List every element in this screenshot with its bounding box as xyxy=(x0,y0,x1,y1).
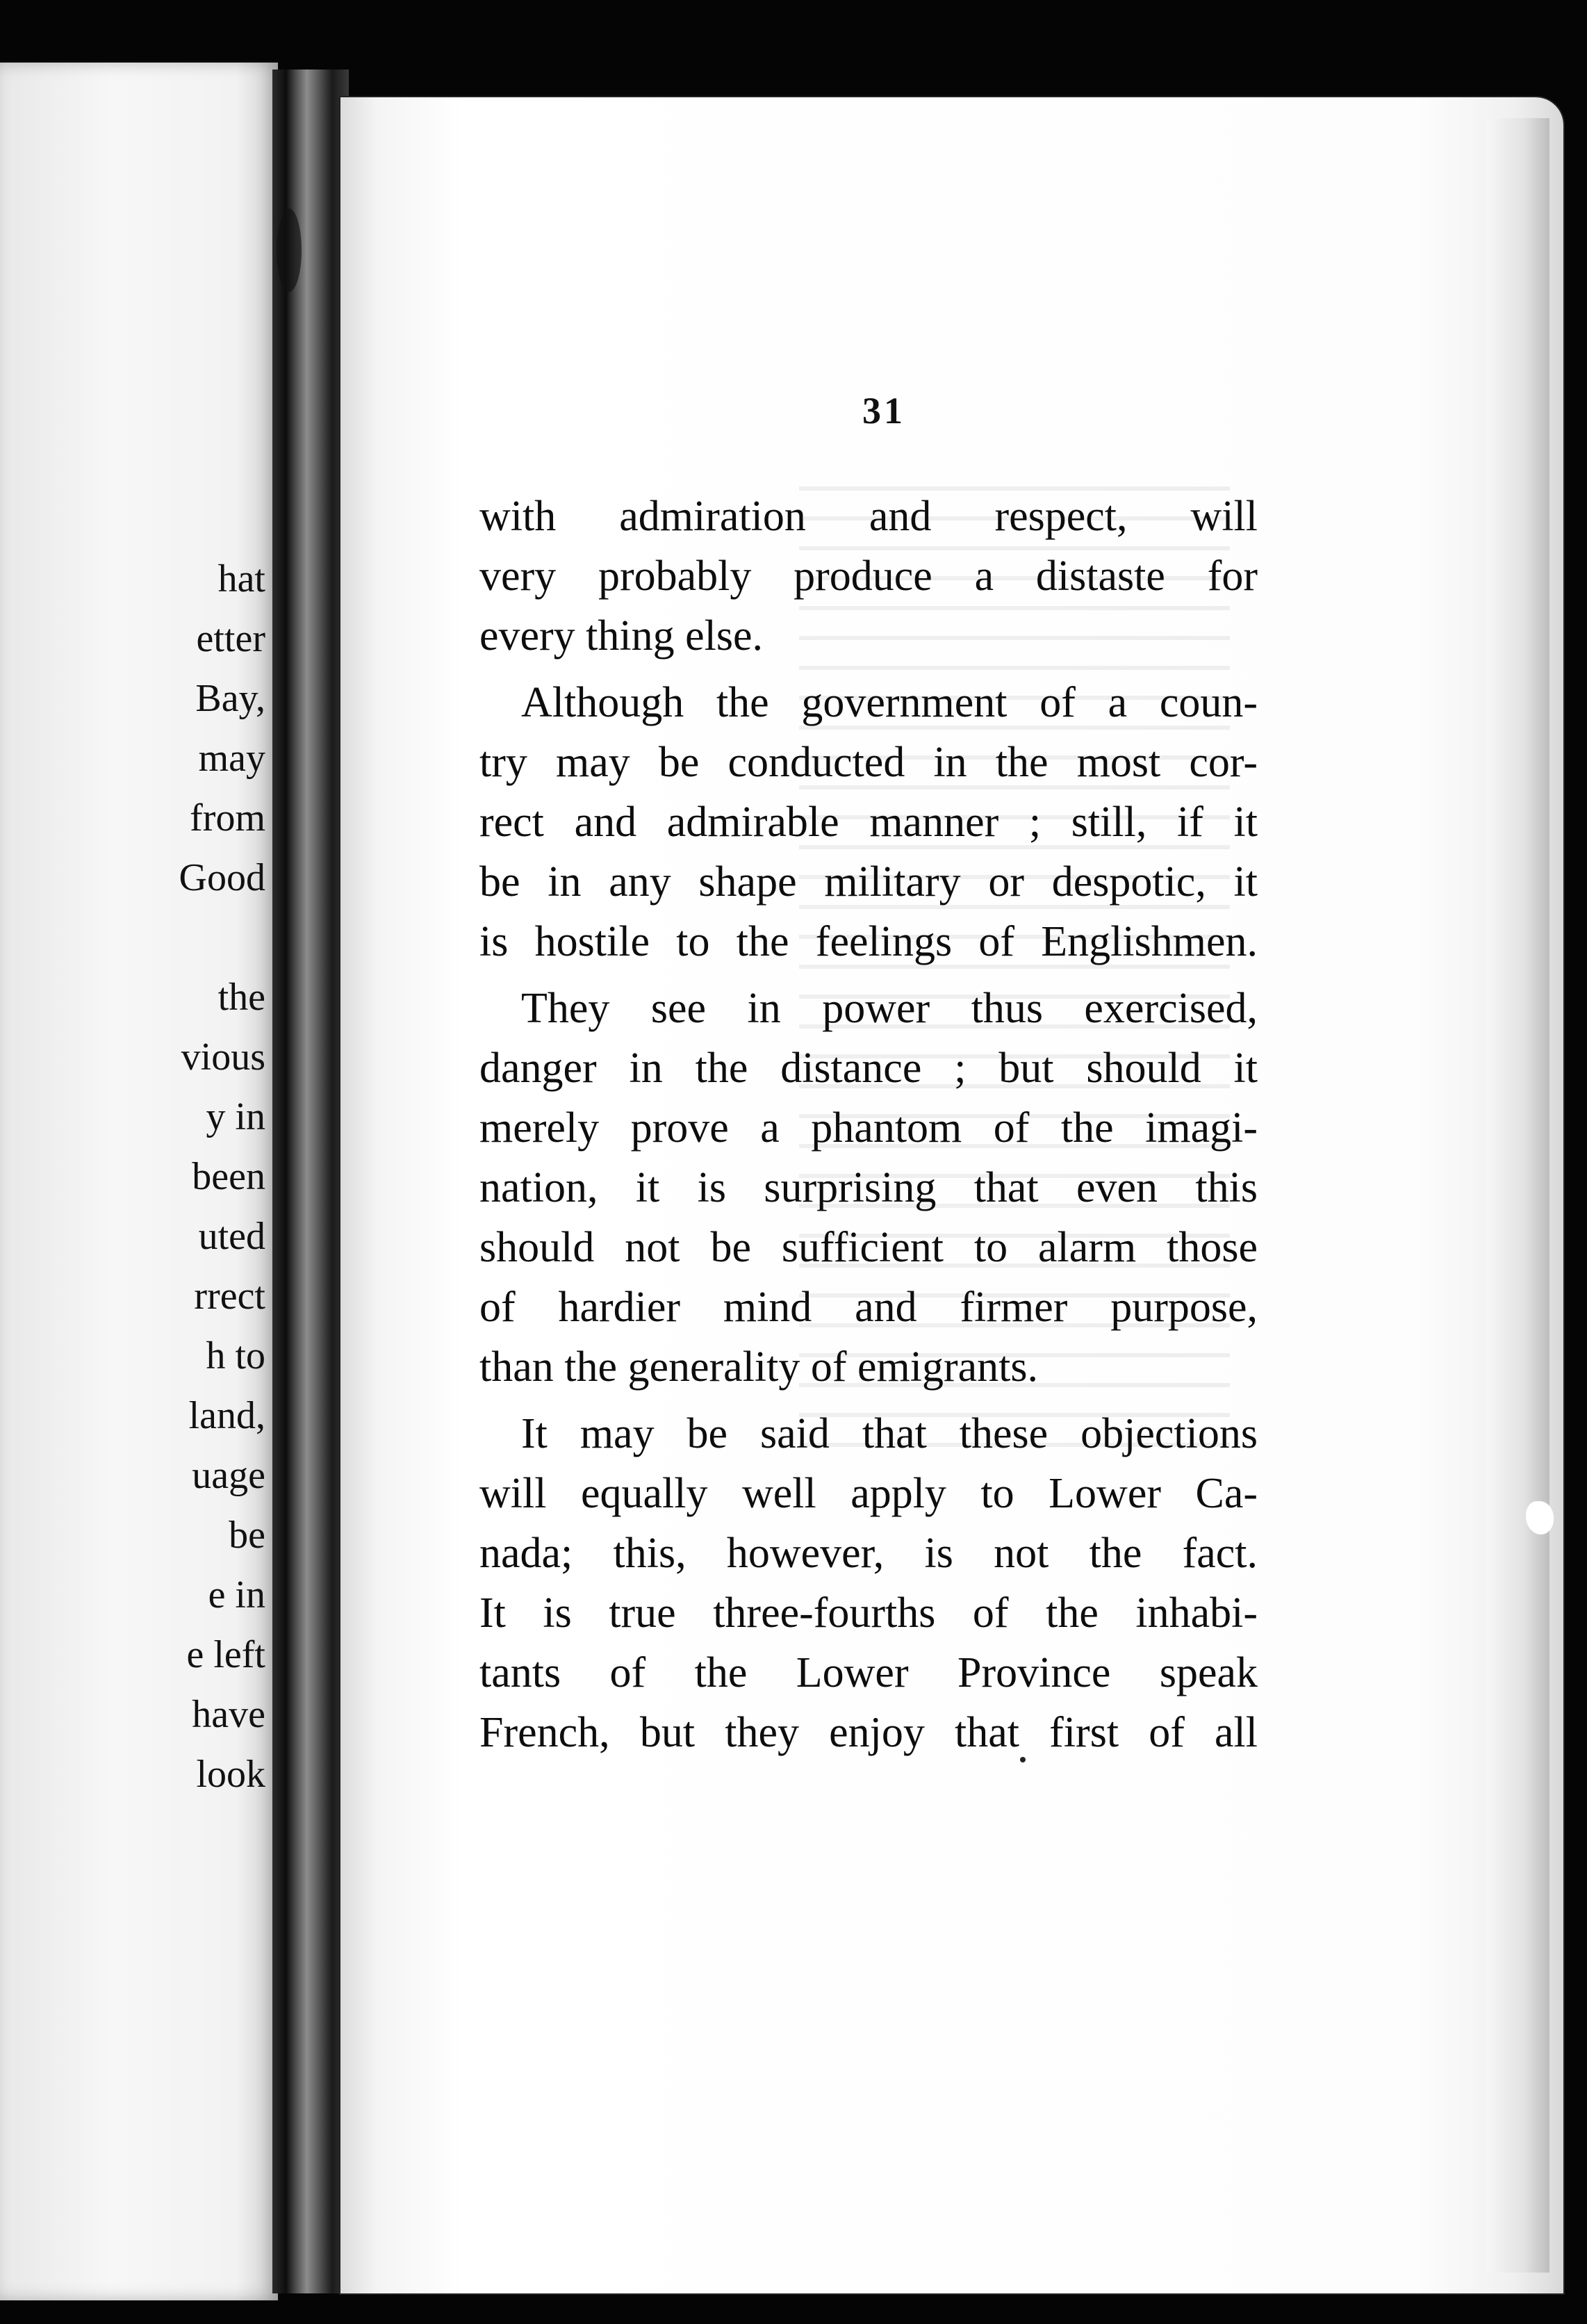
text-line: They see in power thus exercised, xyxy=(521,985,1258,1032)
text-line: French, but they enjoy that first of all xyxy=(479,1709,1258,1756)
left-facing-page xyxy=(0,63,278,2300)
left-line: h to xyxy=(206,1334,265,1377)
left-line: the xyxy=(217,976,265,1019)
paragraph xyxy=(479,1404,1258,1762)
text-line: Although the government of a coun- xyxy=(521,679,1258,726)
left-line: uage xyxy=(192,1454,265,1497)
left-line: y in xyxy=(206,1095,265,1138)
body-text xyxy=(479,486,1258,1762)
page-number: 31 xyxy=(862,390,905,432)
text-line: nada; this, however, is not the fact. xyxy=(479,1530,1258,1577)
left-line: Bay, xyxy=(195,677,265,720)
text-line: try may be conducted in the most cor- xyxy=(479,739,1258,786)
left-line: may xyxy=(198,737,265,780)
text-line: nation, it is surprising that even this xyxy=(479,1164,1258,1211)
binding-hole xyxy=(277,208,302,292)
left-line: from xyxy=(190,796,265,840)
text-line: should not be sufficient to alarm those xyxy=(479,1224,1258,1271)
text-line: every thing else. xyxy=(479,612,764,660)
left-line: hat xyxy=(217,557,265,600)
text-line: danger in the distance ; but should it xyxy=(479,1045,1258,1092)
book-gutter xyxy=(272,69,349,2293)
text-line: It may be said that these objections xyxy=(521,1410,1258,1457)
left-line: been xyxy=(192,1155,265,1198)
left-line: e in xyxy=(208,1573,265,1617)
left-line: vious xyxy=(181,1036,265,1079)
left-page-text xyxy=(15,549,265,1804)
text-line: will equally well apply to Lower Ca- xyxy=(479,1470,1258,1517)
left-line: uted xyxy=(198,1215,265,1258)
page-edge xyxy=(1487,118,1549,2273)
left-line: etter xyxy=(196,617,265,660)
left-line: e left xyxy=(186,1633,265,1676)
text-line: rect and admirable manner ; still, if it xyxy=(479,799,1258,846)
paragraph xyxy=(479,486,1258,666)
text-line: It is true three-fourths of the inhabi- xyxy=(479,1589,1258,1637)
text-line: be in any shape military or despotic, it xyxy=(479,858,1258,906)
text-line: than the generality of emigrants. xyxy=(479,1343,1039,1391)
left-line-gap xyxy=(15,908,265,967)
text-line: tants of the Lower Province speak xyxy=(479,1649,1258,1696)
left-line: have xyxy=(192,1693,265,1736)
page-tear-mark xyxy=(1526,1501,1554,1535)
left-line: Good xyxy=(179,856,265,899)
text-line: merely prove a phantom of the imagi- xyxy=(479,1104,1258,1152)
left-line: land, xyxy=(188,1394,265,1437)
text-line: is hostile to the feelings of Englishmen. xyxy=(479,918,1258,965)
ink-speck xyxy=(1020,1757,1026,1762)
text-line: of hardier mind and firmer purpose, xyxy=(479,1284,1258,1331)
left-line: look xyxy=(196,1753,265,1796)
left-line: rrect xyxy=(194,1275,265,1318)
text-line: with admiration and respect, will xyxy=(479,493,1258,540)
paragraph xyxy=(479,979,1258,1397)
text-line: very probably produce a distaste for xyxy=(479,553,1258,600)
left-line: be xyxy=(229,1514,265,1557)
paragraph xyxy=(479,673,1258,972)
